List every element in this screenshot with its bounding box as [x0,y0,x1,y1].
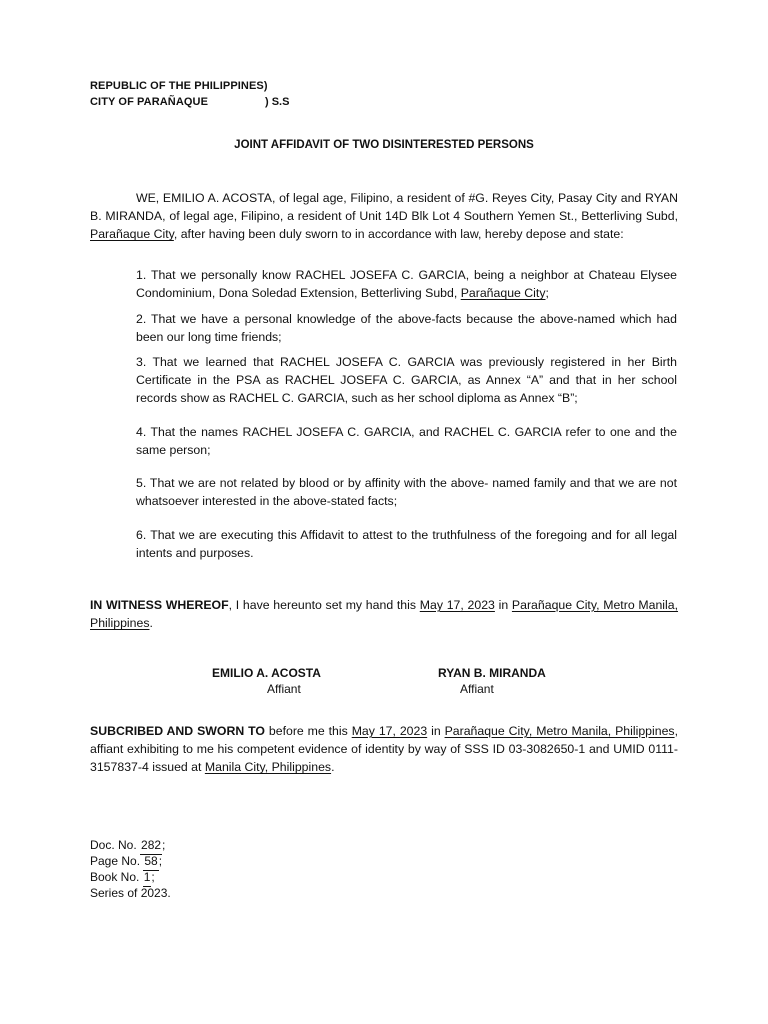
statement-6: 6. That we are executing this Affidavit to attest to the truthfulness of the foregoing and for all legal intents and purposes. [136,528,677,561]
statement-4: 4. That the names RACHEL JOSEFA C. GARCIA, and RACHEL C. GARCIA refer to one and the same person; [136,425,677,458]
doc-number [90,837,165,855]
series-year: Series of 2023. [90,886,171,900]
witness-text-2: in [494,598,512,612]
statement-1-end: ; [545,286,549,301]
doc-number-end: ; [162,838,166,852]
witness-end: . [149,616,153,631]
statement-1-text: 1. That we personally know RACHEL JOSEFA C. GARCIA, being a neighbor at Chateau Elysee Condominium, Dona Soledad Extension, Betterliving Subd, [136,268,677,301]
jurat-issued-at: Manila City, Philippines [204,760,332,775]
statement-2: 2. That we have a personal knowledge of the above-facts because the above-named which had been our long time friends; [136,312,677,345]
jurat-lead: SUBCRIBED AND SWORN TO [90,724,265,738]
jurat-text-1: before me this [264,724,352,738]
book-number-end: ; [151,870,155,884]
affiant-1-name: EMILIO A. ACOSTA [212,666,321,680]
doc-number-label: Doc. No. [90,838,141,852]
statement-5: 5. That we are not related by blood or by affinity with the above- named family and that we are not whatsoever interested in the above-stated facts; [136,476,677,509]
jurat-end: . [331,760,335,775]
affiant-2-role: Affiant [460,682,494,696]
statement-3: 3. That we learned that RACHEL JOSEFA C. GARCIA was previously registered in her Birth Certificate in the PSA as RACHEL JOSEFA C. GARCIA, as Annex “A” and that in her school records show as RACHEL C. GARCIA, such as her school diploma as Annex “B”; [136,355,677,406]
book-number [90,869,155,887]
witness-date: May 17, 2023 [419,598,495,612]
affiant-1-role: Affiant [267,682,301,696]
witness-clause [90,596,678,632]
page-number-end: ; [158,854,163,868]
jurat-text-2: in [427,724,445,738]
doc-number-value: 282 [140,837,162,855]
page-number [90,853,162,871]
intro-place: Parañaque City [90,227,174,242]
witness-lead: IN WITNESS WHEREOF [90,598,229,612]
intro-text-2: , after having been duly sworn to in accordance with law, hereby depose and state: [173,227,624,242]
venue-ss: ) S.S [265,96,290,108]
book-number-value: 1 [143,869,152,887]
jurat-clause [90,722,678,777]
affiant-2-name: RYAN B. MIRANDA [438,666,546,680]
venue-city: CITY OF PARAÑAQUE [90,96,209,108]
intro-paragraph [90,189,678,244]
statement-1-place: Parañaque City [460,286,546,301]
page-number-label: Page No. [90,854,144,868]
page-number-value: 58 [143,853,158,871]
book-number-label: Book No. [90,870,143,884]
document-title: JOINT AFFIDAVIT OF TWO DISINTERESTED PERSONS [234,139,534,151]
witness-text-1: , I have hereunto set my hand this [228,598,420,612]
jurat-place: Parañaque City, Metro Manila, Philippines [444,724,675,738]
jurat-text-3: , affiant exhibiting to me his competent evidence of identity by way of SSS ID 03-3082650-1 and UMID 0111-3157837-4 issued at [90,724,678,775]
intro-text-1: WE, EMILIO A. ACOSTA, of legal age, Filipino, a resident of #G. Reyes City, Pasay City and RYAN B. MIRANDA, of legal age, Filipino, a resident of Unit 14D Blk Lot 4 Southern Yemen St., Betterliving Subd, [90,191,678,224]
witness-place: Parañaque City, Metro Manila, Philippines [90,598,679,631]
jurat-date: May 17, 2023 [351,724,428,738]
statement-1 [136,266,677,302]
venue-republic: REPUBLIC OF THE PHILIPPINES) [90,80,268,92]
